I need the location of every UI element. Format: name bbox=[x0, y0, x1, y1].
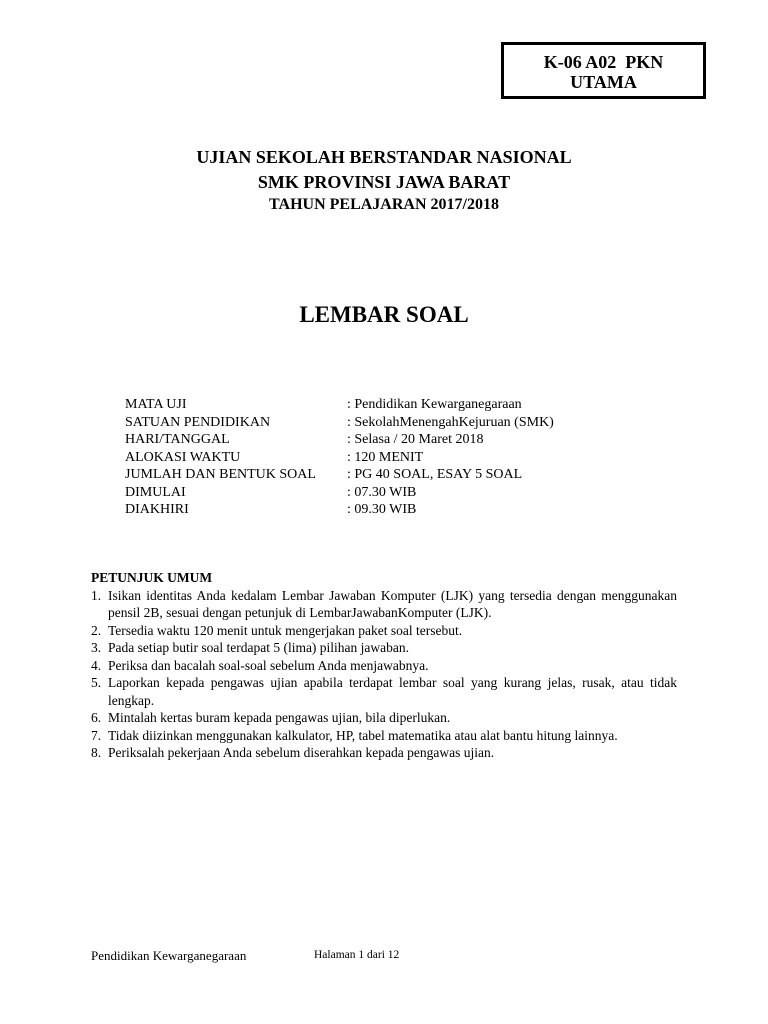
info-label: ALOKASI WAKTU bbox=[125, 449, 241, 465]
instruction-text: Tersedia waktu 120 menit untuk mengerjakan paket soal tersebut. bbox=[108, 622, 463, 638]
instruction-number: 5. bbox=[91, 675, 102, 690]
exam-info-table bbox=[125, 396, 554, 519]
info-value: : Selasa / 20 Maret 2018 bbox=[347, 432, 484, 447]
info-value: : 120 MENIT bbox=[347, 449, 424, 465]
instruction-text: Pada setiap butir soal terdapat 5 (lima) pilihan jawaban. bbox=[108, 640, 410, 655]
general-instructions bbox=[91, 569, 677, 762]
info-label: MATA UJI bbox=[125, 397, 187, 412]
info-value: : PG 40 SOAL, ESAY 5 SOAL bbox=[347, 467, 523, 482]
school-heading: SMK PROVINSI JAWA BARAT bbox=[257, 172, 511, 192]
instruction-number: 6. bbox=[91, 710, 102, 725]
info-row-subject bbox=[125, 396, 554, 414]
instruction-text: Isikan identitas Anda kedalam Lembar Jawaban Komputer (LJK) yang tersedia dengan menggunakan pensil 2B, sesuai dengan petunjuk di LembarJawabanKomputer (LJK). bbox=[108, 587, 677, 620]
instruction-number: 8. bbox=[91, 745, 102, 760]
info-value: : 07.30 WIB bbox=[347, 484, 417, 500]
instruction-item bbox=[91, 587, 677, 622]
info-row-question-count bbox=[125, 466, 554, 484]
instruction-text: Periksalah pekerjaan Anda sebelum diserahkan kepada pengawas ujian. bbox=[108, 745, 495, 760]
info-row-start-time bbox=[125, 484, 554, 502]
instruction-number: 4. bbox=[91, 657, 102, 673]
info-row-date bbox=[125, 431, 554, 449]
info-value: : Pendidikan Kewarganegaraan bbox=[347, 397, 522, 412]
info-label: HARI/TANGGAL bbox=[125, 432, 230, 447]
instruction-text: Periksa dan bacalah soal-soal sebelum Anda menjawabnya. bbox=[108, 657, 429, 673]
exam-code-line2: UTAMA bbox=[570, 72, 637, 92]
instructions-title: PETUNJUK UMUM bbox=[91, 570, 213, 585]
instruction-number: 2. bbox=[91, 622, 102, 638]
info-row-duration bbox=[125, 449, 554, 467]
info-label: JUMLAH DAN BENTUK SOAL bbox=[125, 467, 316, 482]
exam-code-line1: K-06 A02 PKN bbox=[543, 52, 664, 72]
instruction-item bbox=[91, 727, 677, 745]
academic-year-heading: TAHUN PELAJARAN 2017/2018 bbox=[269, 196, 499, 213]
info-value: : SekolahMenengahKejuruan (SMK) bbox=[347, 414, 554, 430]
info-label: DIMULAI bbox=[125, 484, 186, 500]
footer-page-number: Halaman 1 dari 12 bbox=[314, 949, 400, 961]
info-label: DIAKHIRI bbox=[125, 502, 189, 517]
instruction-item bbox=[91, 657, 677, 675]
info-row-end-time bbox=[125, 501, 554, 519]
instruction-number: 3. bbox=[91, 640, 102, 655]
exam-code-box bbox=[501, 42, 706, 99]
instruction-text: Tidak diizinkan menggunakan kalkulator, HP, tabel matematika atau alat bantu hitung lainnya. bbox=[108, 727, 618, 743]
instruction-text: Mintalah kertas buram kepada pengawas ujian, bila diperlukan. bbox=[108, 710, 451, 725]
info-label: SATUAN PENDIDIKAN bbox=[125, 414, 271, 430]
info-value: : 09.30 WIB bbox=[347, 502, 417, 517]
info-row-school-unit bbox=[125, 414, 554, 432]
exam-name-heading: UJIAN SEKOLAH BERSTANDAR NASIONAL bbox=[196, 147, 572, 167]
instruction-item bbox=[91, 744, 677, 762]
instruction-number: 1. bbox=[91, 587, 102, 603]
instruction-item bbox=[91, 622, 677, 640]
instruction-item bbox=[91, 709, 677, 727]
page-title: LEMBAR SOAL bbox=[299, 302, 469, 327]
footer-subject: Pendidikan Kewarganegaraan bbox=[91, 948, 247, 963]
instruction-item bbox=[91, 639, 677, 657]
instruction-number: 7. bbox=[91, 727, 102, 743]
instruction-item bbox=[91, 674, 677, 709]
instruction-text: Laporkan kepada pengawas ujian apabila terdapat lembar soal yang kurang jelas, rusak, atau tidak lengkap. bbox=[108, 675, 677, 708]
